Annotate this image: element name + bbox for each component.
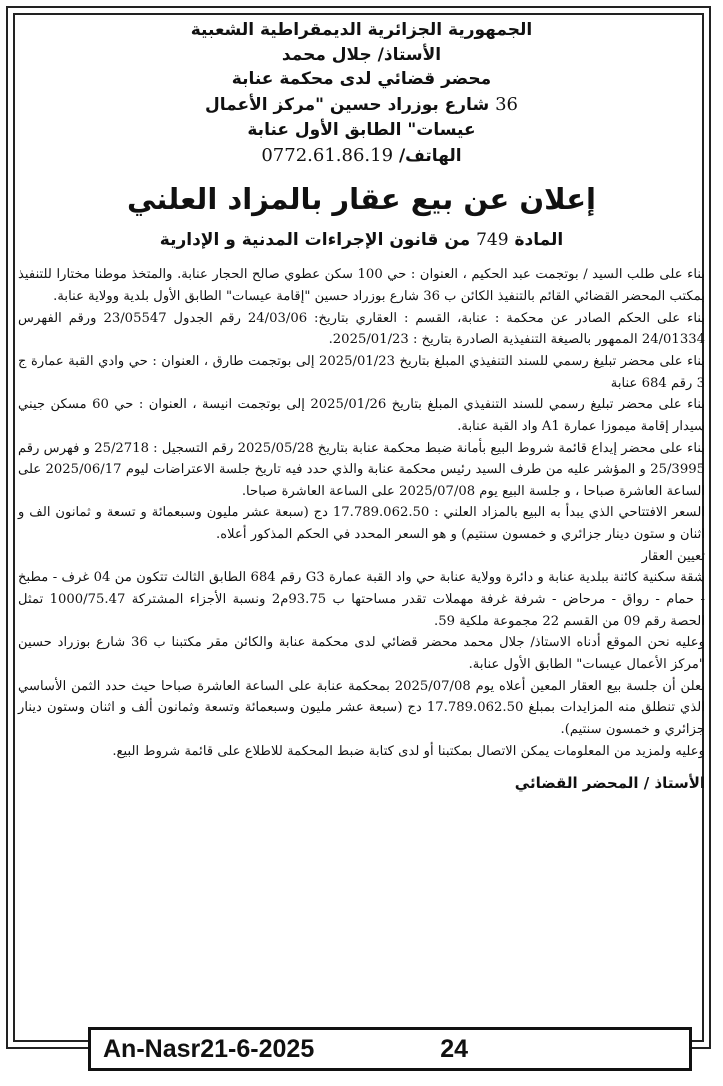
law-name: من قانون الإجراءات المدنية و الإدارية <box>159 230 471 251</box>
phone-label: الهاتف/ <box>398 145 462 166</box>
paragraph-opening-price: السعر الافتتاحي الذي يبدأ به البيع بالمزاد العلني : 17.789.062.50 دج (سبعة عشر مليون وسبعمائة و تسعة و ثمانون الف و اثنان و ستون دينار جزائري و خمسون سنتيم) و هو السعر المحدد في الحكم المذكور أعلاه. <box>18 505 705 543</box>
republic-name: الجمهورية الجزائرية الديمقراطية الشعبية <box>190 20 533 40</box>
address-number: 36 <box>495 93 518 115</box>
address-street: شارع بوزراد حسين "مركز الأعمال <box>204 94 490 115</box>
signature: الأستاذ / المحضر القضائي <box>514 774 705 793</box>
office-address-line2: عيسات" الطابق الأول عنابة <box>247 120 476 141</box>
page-number: 24 <box>440 1034 469 1063</box>
paragraph-notification-2: بناء على محضر تبليغ رسمي للسند التنفيذي المبلغ بتاريخ 2025/01/26 إلى بوتجمت انيسة ، العنوان : حي 60 مسكن جيني سيدار إقامة ميموزا عمارة A1 واد القبة عنابة. <box>18 397 705 434</box>
bailiff-role: محضر قضائي لدى محكمة عنابة <box>231 69 492 90</box>
office-address-line1 <box>18 92 705 118</box>
notice-title: إعلان عن بيع عقار بالمزاد العلني <box>127 181 596 216</box>
paragraph-request: بناء على طلب السيد / بوتجمت عبد الحكيم ، العنوان : حي 100 سكن عطوي صالح الحجار عنابة. والمتخذ موطنا مختارا للتنفيذ بمكتب المحضر القضائي القائم بالتنفيذ الكائن ب 36 شارع بوزراد حسين "إقامة عيسات" الطابق الأول بلدية وولاية عنابة. <box>18 267 705 305</box>
announcement <box>18 18 705 792</box>
phone-number: 0772.61.86.19 <box>261 144 394 166</box>
article-number: 749 <box>476 230 509 251</box>
paragraph-bailiff-statement: وعليه نحن الموقع أدناه الاستاذ/ جلال محمد محضر قضائي لدى محكمة عنابة والكائن مقر مكتبنا ب 36 شارع بوزراد حسين "مركز الأعمال عيسات" الطابق الأول عنابة. <box>18 635 705 672</box>
article-prefix: المادة <box>514 230 564 251</box>
section-heading-property: تعيين العقار <box>641 548 705 564</box>
page-footer <box>88 1027 692 1071</box>
paragraph-conditions-deposit: بناء على محضر إيداع قائمة شروط البيع بأمانة ضبط محكمة عنابة بتاريخ 2025/05/28 رقم التسجيل : 25/2718 و فهرس رقم 25/3995 و المؤشر عليه من طرف السيد رئيس محكمة عنابة والذي حدد فيه تاريخ جلسة الاعتراضات ليوم 2025/06/17 على الساعة العاشرة صباحا ، و جلسة البيع يوم 2025/07/08 على الساعة العاشرة صباحا. <box>18 440 705 499</box>
paragraph-judgment: بناء على الحكم الصادر عن محكمة : عنابة، القسم : العقاري بتاريخ: 24/03/06 رقم الجدول 23/05547 ورقم الفهرس 24/01334 الممهور بالصيغة التنفيذية الصادرة بتاريخ : 2025/01/23. <box>18 310 705 348</box>
paragraph-property-description: شقة سكنية كائنة ببلدية عنابة و دائرة وولاية عنابة حي واد القبة عمارة G3 رقم 684 الطابق الثالث تتكون من 04 غرف - مطبخ - حمام - رواق - مرحاض - شرفة غرفة مهملات تقدر مساحتها ب 93.75م2 ونسبة الأجزاء المشتركة 1000/75.47 تمثل الحصة رقم 09 من القسم 22 مجموعة ملكية 59. <box>18 570 706 629</box>
legal-reference <box>18 230 705 250</box>
notice-body <box>18 264 705 762</box>
paragraph-notification-1: بناء على محضر تبليغ رسمي للسند التنفيذي المبلغ بتاريخ 2025/01/23 إلى بوتجمت طارق ، العنوان : حي وادي القبة عمارة ج 3 رقم 684 عنابة <box>18 354 705 391</box>
paragraph-contact-info: وعليه ولمزيد من المعلومات يمكن الاتصال بمكتبنا أو لدى كتابة ضبط المحكمة للاطلاع على قائمة شروط البيع. <box>112 743 705 759</box>
bailiff-name: الأستاذ/ جلال محمد <box>281 44 442 65</box>
phone-line <box>18 143 705 169</box>
paragraph-sale-session: نعلن أن جلسة بيع العقار المعين أعلاه يوم 2025/07/08 بمحكمة عنابة على الساعة العاشرة صباحا حيث حدد الثمن الأساسي الذي تنطلق منه المزايدات بمبلغ 17.789.062.50 دج (سبعة عشر مليون وسبعمائة وتسعة وثمانون ألف و اثنان وستون دينار جزائري و خمسون سنتيم). <box>18 678 705 737</box>
publication-info: An-Nasr21-6-2025 <box>103 1034 315 1063</box>
